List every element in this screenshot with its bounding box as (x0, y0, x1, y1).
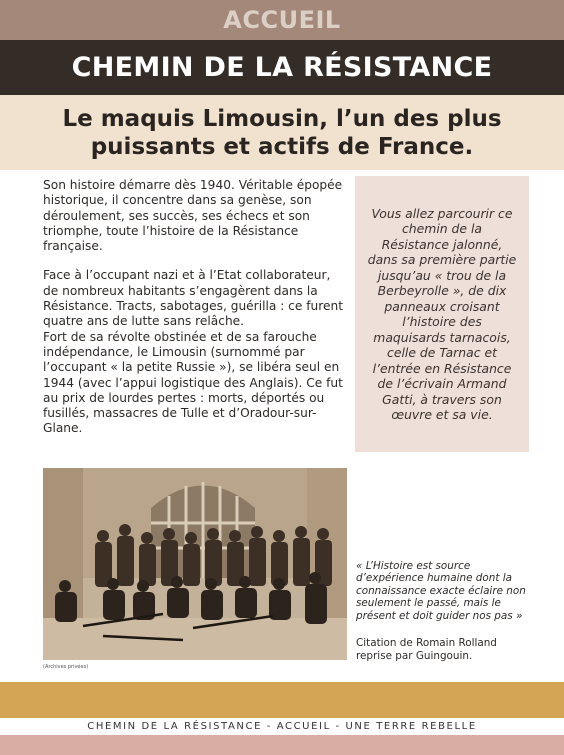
footer-text: CHEMIN DE LA RÉSISTANCE - ACCUEIL - UNE TERRE REBELLE (87, 721, 477, 732)
subtitle-banner (0, 95, 564, 170)
photo-credit: (Archives privées) (43, 664, 89, 670)
page-subtitle: Le maquis Limousin, l’un des plus puissants et actifs de France. (62, 105, 502, 160)
body-paragraph-2: Face à l’occupant nazi et à l’Etat collaborateur, de nombreux habitants s’engagèrent dans la Résistance. Tracts, sabotages, guérilla : ce furent quatre ans de lutte sans relâche. (43, 268, 344, 329)
photo-illustration (43, 468, 347, 660)
citation-quote: « L’Histoire est source d’expérience humaine dont la connaissance exacte éclaire non seulement le passé, mais le présent et doit guider nos pas » (356, 560, 526, 622)
body-text (43, 178, 343, 437)
gold-divider-band (0, 682, 564, 718)
footer-band (0, 735, 564, 755)
body-paragraph-1: Son histoire démarre dès 1940. Véritable épopée historique, il concentre dans sa genèse, son déroulement, ses succès, ses échecs et son triomphe, toute l’histoire de la Résistance française. (43, 178, 343, 254)
section-banner (0, 0, 564, 40)
section-label: ACCUEIL (223, 6, 341, 34)
sidebar-quote-text: Vous allez parcourir ce chemin de la Résistance jalonné, dans sa première partie jusqu’au « trou de la Berbeyrolle », de dix panneaux croisant l’histoire des maquisards tarnacois, celle de Tarnac et l’entrée en Résistance de l’écrivain Armand Gatti, à travers son œuvre et sa vie. (367, 205, 517, 422)
historical-photo (43, 468, 347, 660)
page-title: CHEMIN DE LA RÉSISTANCE (71, 52, 493, 83)
title-banner (0, 40, 564, 95)
body-paragraph-3: Fort de sa révolte obstinée et de sa farouche indépendance, le Limousin (surnommé par l’occupant « la petite Russie »), se libéra seul en 1944 (avec l’appui logistique des Anglais). Ce fut au prix de lourdes pertes : morts, déportés ou fusillés, massacres de Tulle et d’Oradour-sur-Glane. (43, 329, 343, 436)
sidebar-quote-box (355, 176, 529, 452)
citation-attribution: Citation de Romain Rolland reprise par Guingouin. (356, 637, 497, 662)
